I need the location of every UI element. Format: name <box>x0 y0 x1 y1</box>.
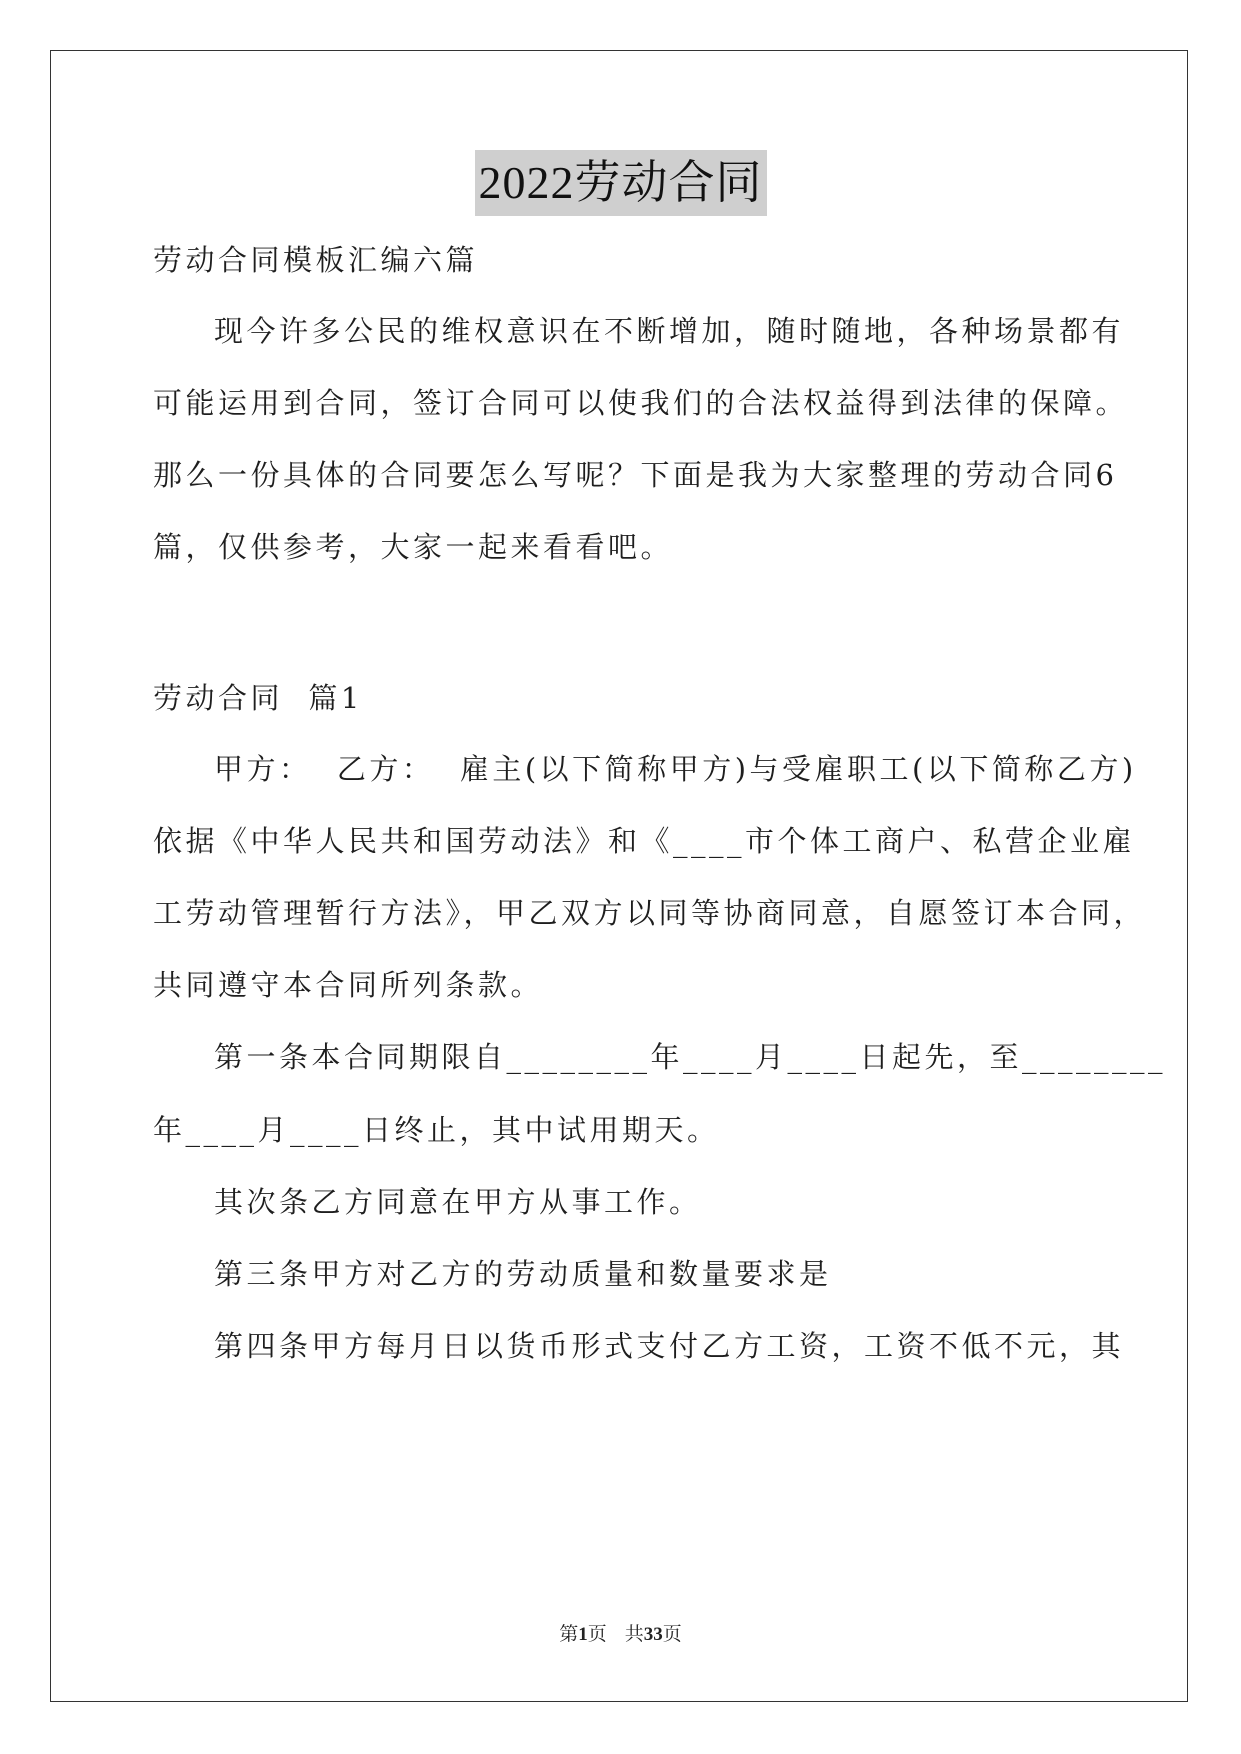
page-prefix: 第 <box>559 1624 579 1645</box>
body-line: 年____月____日终止，其中试用期天。 <box>153 1113 720 1147</box>
body-line: 共同遵守本合同所列条款。 <box>153 968 544 1002</box>
total-pages: 33 <box>643 1624 663 1645</box>
body-line: 第四条甲方每月日以货币形式支付乙方工资，工资不低不元，其 <box>214 1329 1125 1363</box>
section-heading: 劳动合同 篇1 <box>153 681 363 715</box>
body-line: 第三条甲方对乙方的劳动质量和数量要求是 <box>214 1257 832 1291</box>
page-footer <box>0 1622 1241 1648</box>
body-line: 其次条乙方同意在甲方从事工作。 <box>214 1185 702 1219</box>
body-line: 甲方： 乙方： 雇主(以下简称甲方)与受雇职工(以下简称乙方) <box>214 752 1137 786</box>
body-line: 第一条本合同期限自________年____月____日起先，至________ <box>214 1040 1167 1074</box>
total-prefix: 共 <box>624 1624 644 1645</box>
intro-line: 那么一份具体的合同要怎么写呢？下面是我为大家整理的劳动合同6 <box>153 458 1118 492</box>
intro-line: 可能运用到合同，签订合同可以使我们的合法权益得到法律的保障。 <box>153 386 1129 420</box>
page-border <box>50 50 1188 1702</box>
total-suffix: 页 <box>662 1624 682 1645</box>
body-line: 依据《中华人民共和国劳动法》和《____市个体工商户、私营企业雇 <box>153 824 1136 858</box>
document-title: 2022劳动合同 <box>475 150 767 216</box>
document-subtitle: 劳动合同模板汇编六篇 <box>153 243 479 277</box>
page-suffix: 页 <box>587 1624 607 1645</box>
page-number: 1 <box>578 1624 588 1645</box>
title-container <box>0 150 1241 216</box>
body-line: 工劳动管理暂行方法》，甲乙双方以同等协商同意，自愿签订本合同， <box>153 896 1147 930</box>
intro-line: 篇，仅供参考，大家一起来看看吧。 <box>153 530 674 564</box>
intro-line: 现今许多公民的维权意识在不断增加，随时随地，各种场景都有 <box>214 314 1125 348</box>
